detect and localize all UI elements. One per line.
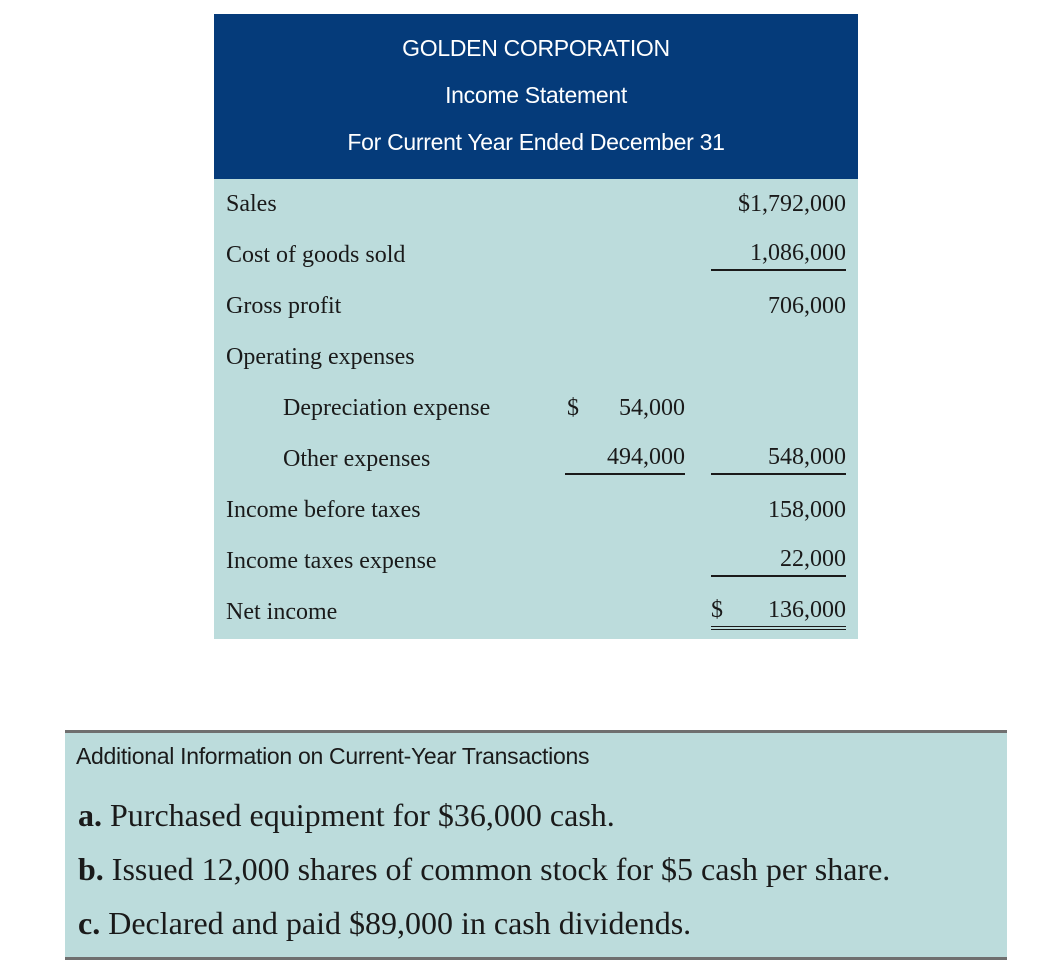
income-before-taxes-amount: 158,000 <box>768 497 846 523</box>
cogs-label: Cost of goods sold <box>226 242 406 268</box>
row-income-before-taxes <box>214 493 858 527</box>
depreciation-dollar-sign: $ <box>567 395 579 421</box>
income-statement <box>214 14 858 639</box>
row-income-taxes <box>214 544 858 578</box>
net-income-dollar-sign: $ <box>711 597 723 623</box>
row-sales <box>214 187 858 221</box>
net-income-label: Net income <box>226 599 338 625</box>
sales-amount: $1,792,000 <box>738 191 846 217</box>
cogs-amount: 1,086,000 <box>711 238 846 271</box>
row-net-income <box>214 595 858 629</box>
statement-period: For Current Year Ended December 31 <box>347 129 725 155</box>
transaction-c-text: Declared and paid $89,000 in cash dividends. <box>108 905 692 941</box>
row-gross-profit <box>214 289 858 323</box>
other-expenses-label: Other expenses <box>283 446 431 472</box>
other-expenses-amount: 494,000 <box>565 442 685 475</box>
net-income-amount: 136,000 <box>711 595 846 630</box>
row-other-expenses <box>214 442 858 476</box>
sales-label: Sales <box>226 191 277 217</box>
row-depreciation <box>214 391 858 425</box>
additional-info-title: Additional Information on Current-Year Transactions <box>76 743 590 769</box>
row-cogs <box>214 238 858 272</box>
total-operating-expenses: 548,000 <box>711 442 846 475</box>
statement-header <box>214 14 858 179</box>
transaction-b <box>78 851 890 888</box>
company-name: GOLDEN CORPORATION <box>402 35 670 61</box>
transaction-c <box>78 905 691 942</box>
row-operating-expenses <box>214 340 858 374</box>
statement-title: Income Statement <box>445 82 627 108</box>
transaction-c-letter: c. <box>78 905 101 941</box>
depreciation-amount: 54,000 <box>619 395 685 421</box>
gross-profit-amount: 706,000 <box>768 293 846 319</box>
transaction-b-text: Issued 12,000 shares of common stock for $5 cash per share. <box>111 851 891 887</box>
additional-information <box>65 730 1007 960</box>
operating-expenses-label: Operating expenses <box>226 344 415 370</box>
gross-profit-label: Gross profit <box>226 293 342 319</box>
transaction-a <box>78 797 615 834</box>
transaction-a-text: Purchased equipment for $36,000 cash. <box>110 797 615 833</box>
income-before-taxes-label: Income before taxes <box>226 497 421 523</box>
income-taxes-label: Income taxes expense <box>226 548 437 574</box>
transaction-a-letter: a. <box>78 797 102 833</box>
depreciation-label: Depreciation expense <box>283 395 491 421</box>
transaction-b-letter: b. <box>78 851 104 887</box>
income-taxes-amount: 22,000 <box>711 544 846 577</box>
